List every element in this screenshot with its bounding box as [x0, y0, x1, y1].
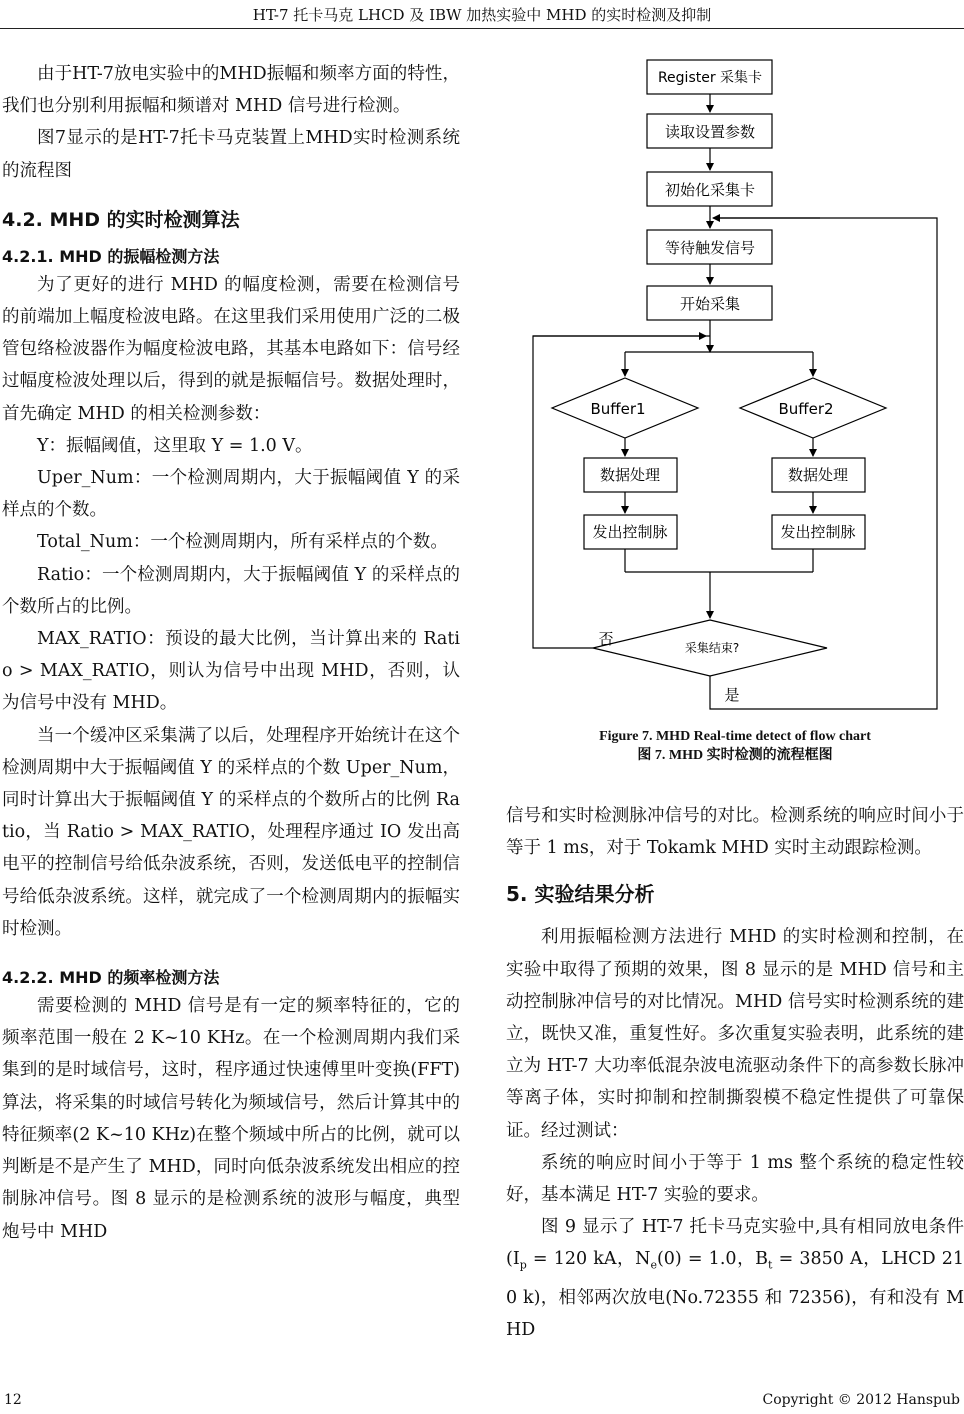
paragraph: Ratio：一个检测周期内，大于振幅阈值 Y 的采样点的个数所占的比例。	[2, 564, 460, 617]
section-heading: 5. 实验结果分析	[506, 882, 655, 907]
register-label: Register 采集卡	[657, 70, 763, 86]
text-run: 图 9 显示了 HT-7 托卡马克实验中,具有相同放电条件(I	[506, 1217, 964, 1270]
paragraph: 为了更好的进行 MHD 的幅度检测，需要在检测信号的前端加上幅度检波电路。在这里我们采用使用广泛的二极管包络检波器作为幅度检波电路，其基本电路如下：信号经过幅度检波处理以后，得到的就是振幅信号。数据处理时，首先确定 MHD 的相关检测参数：	[2, 274, 460, 424]
subscript: p	[519, 1258, 527, 1272]
paragraph: 需要检测的 MHD 信号是有一定的频率特征的，它的频率范围一般在 2 K~10 KHz。在一个检测周期内我们采集到的是时域信号，这时，程序通过快速傅里叶变换(FFT)算法，将采集的时域信号转化为频域信号，然后计算其中的特征频率(2 K~10 KHz)在整个频域中所占的比例，就可以判断是不是产生了 MHD，同时向低杂波系统发出相应的控制脉冲信号。图 8 显示的是检测系统的波形与幅度，典型炮号中 MHD	[2, 996, 460, 1242]
left-column	[2, 58, 460, 1248]
paragraph: 当一个缓冲区采集满了以后，处理程序开始统计在这个检测周期中大于振幅阈值 Y 的采样点的个数 Uper_Num，同时计算出大于振幅阈值 Y 的采样点的个数所占的比例 Ratio，当 Ratio > MAX_RATIO，处理程序通过 IO 发出高电平的控制信号给低杂波系统，否则，发送低电平的控制信号给低杂波系统。这样，就完成了一个检测周期内的振幅实时检测。	[2, 725, 460, 939]
copyright: Copyright © 2012 Hanspub	[762, 1392, 960, 1408]
paragraph: MAX_RATIO：预设的最大比例，当计算出来的 Ratio > MAX_RATIO，则认为信号中出现 MHD，否则，认为信号中没有 MHD。	[2, 629, 460, 714]
decision-label: 采集结束?	[684, 641, 740, 655]
paragraph: Uper_Num：一个检测周期内，大于振幅阈值 Y 的采样点的个数。	[2, 468, 460, 521]
subsection-heading: 4.2.2. MHD 的频率检测方法	[2, 968, 220, 988]
text-run: = 120 kA，N	[526, 1249, 651, 1270]
page-number: 12	[4, 1392, 22, 1408]
read-params-label: 读取设置参数	[664, 123, 756, 141]
process1-label: 数据处理	[599, 466, 661, 484]
paragraph: 图7显示的是HT-7托卡马克装置上MHD实时检测系统的流程图	[2, 128, 460, 181]
paragraph: 利用振幅检测方法进行 MHD 的实时检测和控制，在实验中取得了预期的效果，图 8 显示的是 MHD 信号和主动控制脉冲信号的对比情况。MHD 信号实时检测系统的建立，既快又准，重复性好。多次重复实验表明，此系统的建立为 HT-7 大功率低混杂波电流驱动条件下的高参数长脉冲等离子体，实时抑制和控制撕裂模不稳定性提供了可靠保证。经过测试：	[506, 927, 964, 1141]
section-heading: 4.2. MHD 的实时检测算法	[2, 208, 240, 231]
buffer2-label: Buffer2	[778, 400, 834, 418]
subsection-heading: 4.2.1. MHD 的振幅检测方法	[2, 246, 220, 266]
emit1-label: 发出控制脉	[592, 523, 668, 541]
subscript: t	[768, 1258, 773, 1272]
right-column	[506, 800, 964, 1347]
header-rule	[0, 28, 964, 29]
emit2-label: 发出控制脉	[780, 523, 856, 541]
wait-trigger-label: 等待触发信号	[664, 239, 756, 257]
paragraph: 由于HT-7放电实验中的MHD振幅和频率方面的特性，我们也分别利用振幅和频谱对 MHD 信号进行检测。	[2, 64, 460, 117]
running-header: HT-7 托卡马克 LHCD 及 IBW 加热实验中 MHD 的实时检测及抑制	[252, 6, 712, 24]
init-card-label: 初始化采集卡	[664, 181, 756, 199]
no-label: 否	[598, 630, 614, 648]
paragraph: 信号和实时检测脉冲信号的对比。检测系统的响应时间小于等于 1 ms，对于 Tokamk MHD 实时主动跟踪检测。	[506, 806, 964, 859]
start-acq-label: 开始采集	[679, 295, 741, 313]
subscript: e	[650, 1258, 657, 1272]
paragraph: Total_Num：一个检测周期内，所有采样点的个数。	[37, 532, 448, 553]
process2-label: 数据处理	[787, 466, 849, 484]
text-run: (0) = 1.0，B	[656, 1249, 769, 1270]
buffer1-label: Buffer1	[590, 400, 646, 418]
figure-caption-zh: 图 7. MHD 实时检测的流程框图	[637, 748, 833, 763]
text-run: = 3850 A，LHCD 210 k)，相邻两次放电(No.72355 和 72356)，有和没有 MHD	[506, 1249, 964, 1341]
paragraph	[506, 1211, 964, 1346]
figure-caption-en: Figure 7. MHD Real-time detect of flow chart	[599, 729, 871, 744]
paragraph: 系统的响应时间小于等于 1 ms 整个系统的稳定性较好，基本满足 HT-7 实验的要求。	[506, 1152, 964, 1206]
figure-caption	[506, 727, 964, 765]
yes-label: 是	[724, 686, 740, 704]
paragraph: Y：振幅阈值，这里取 Y = 1.0 V。	[37, 435, 313, 456]
flowchart	[520, 48, 950, 718]
